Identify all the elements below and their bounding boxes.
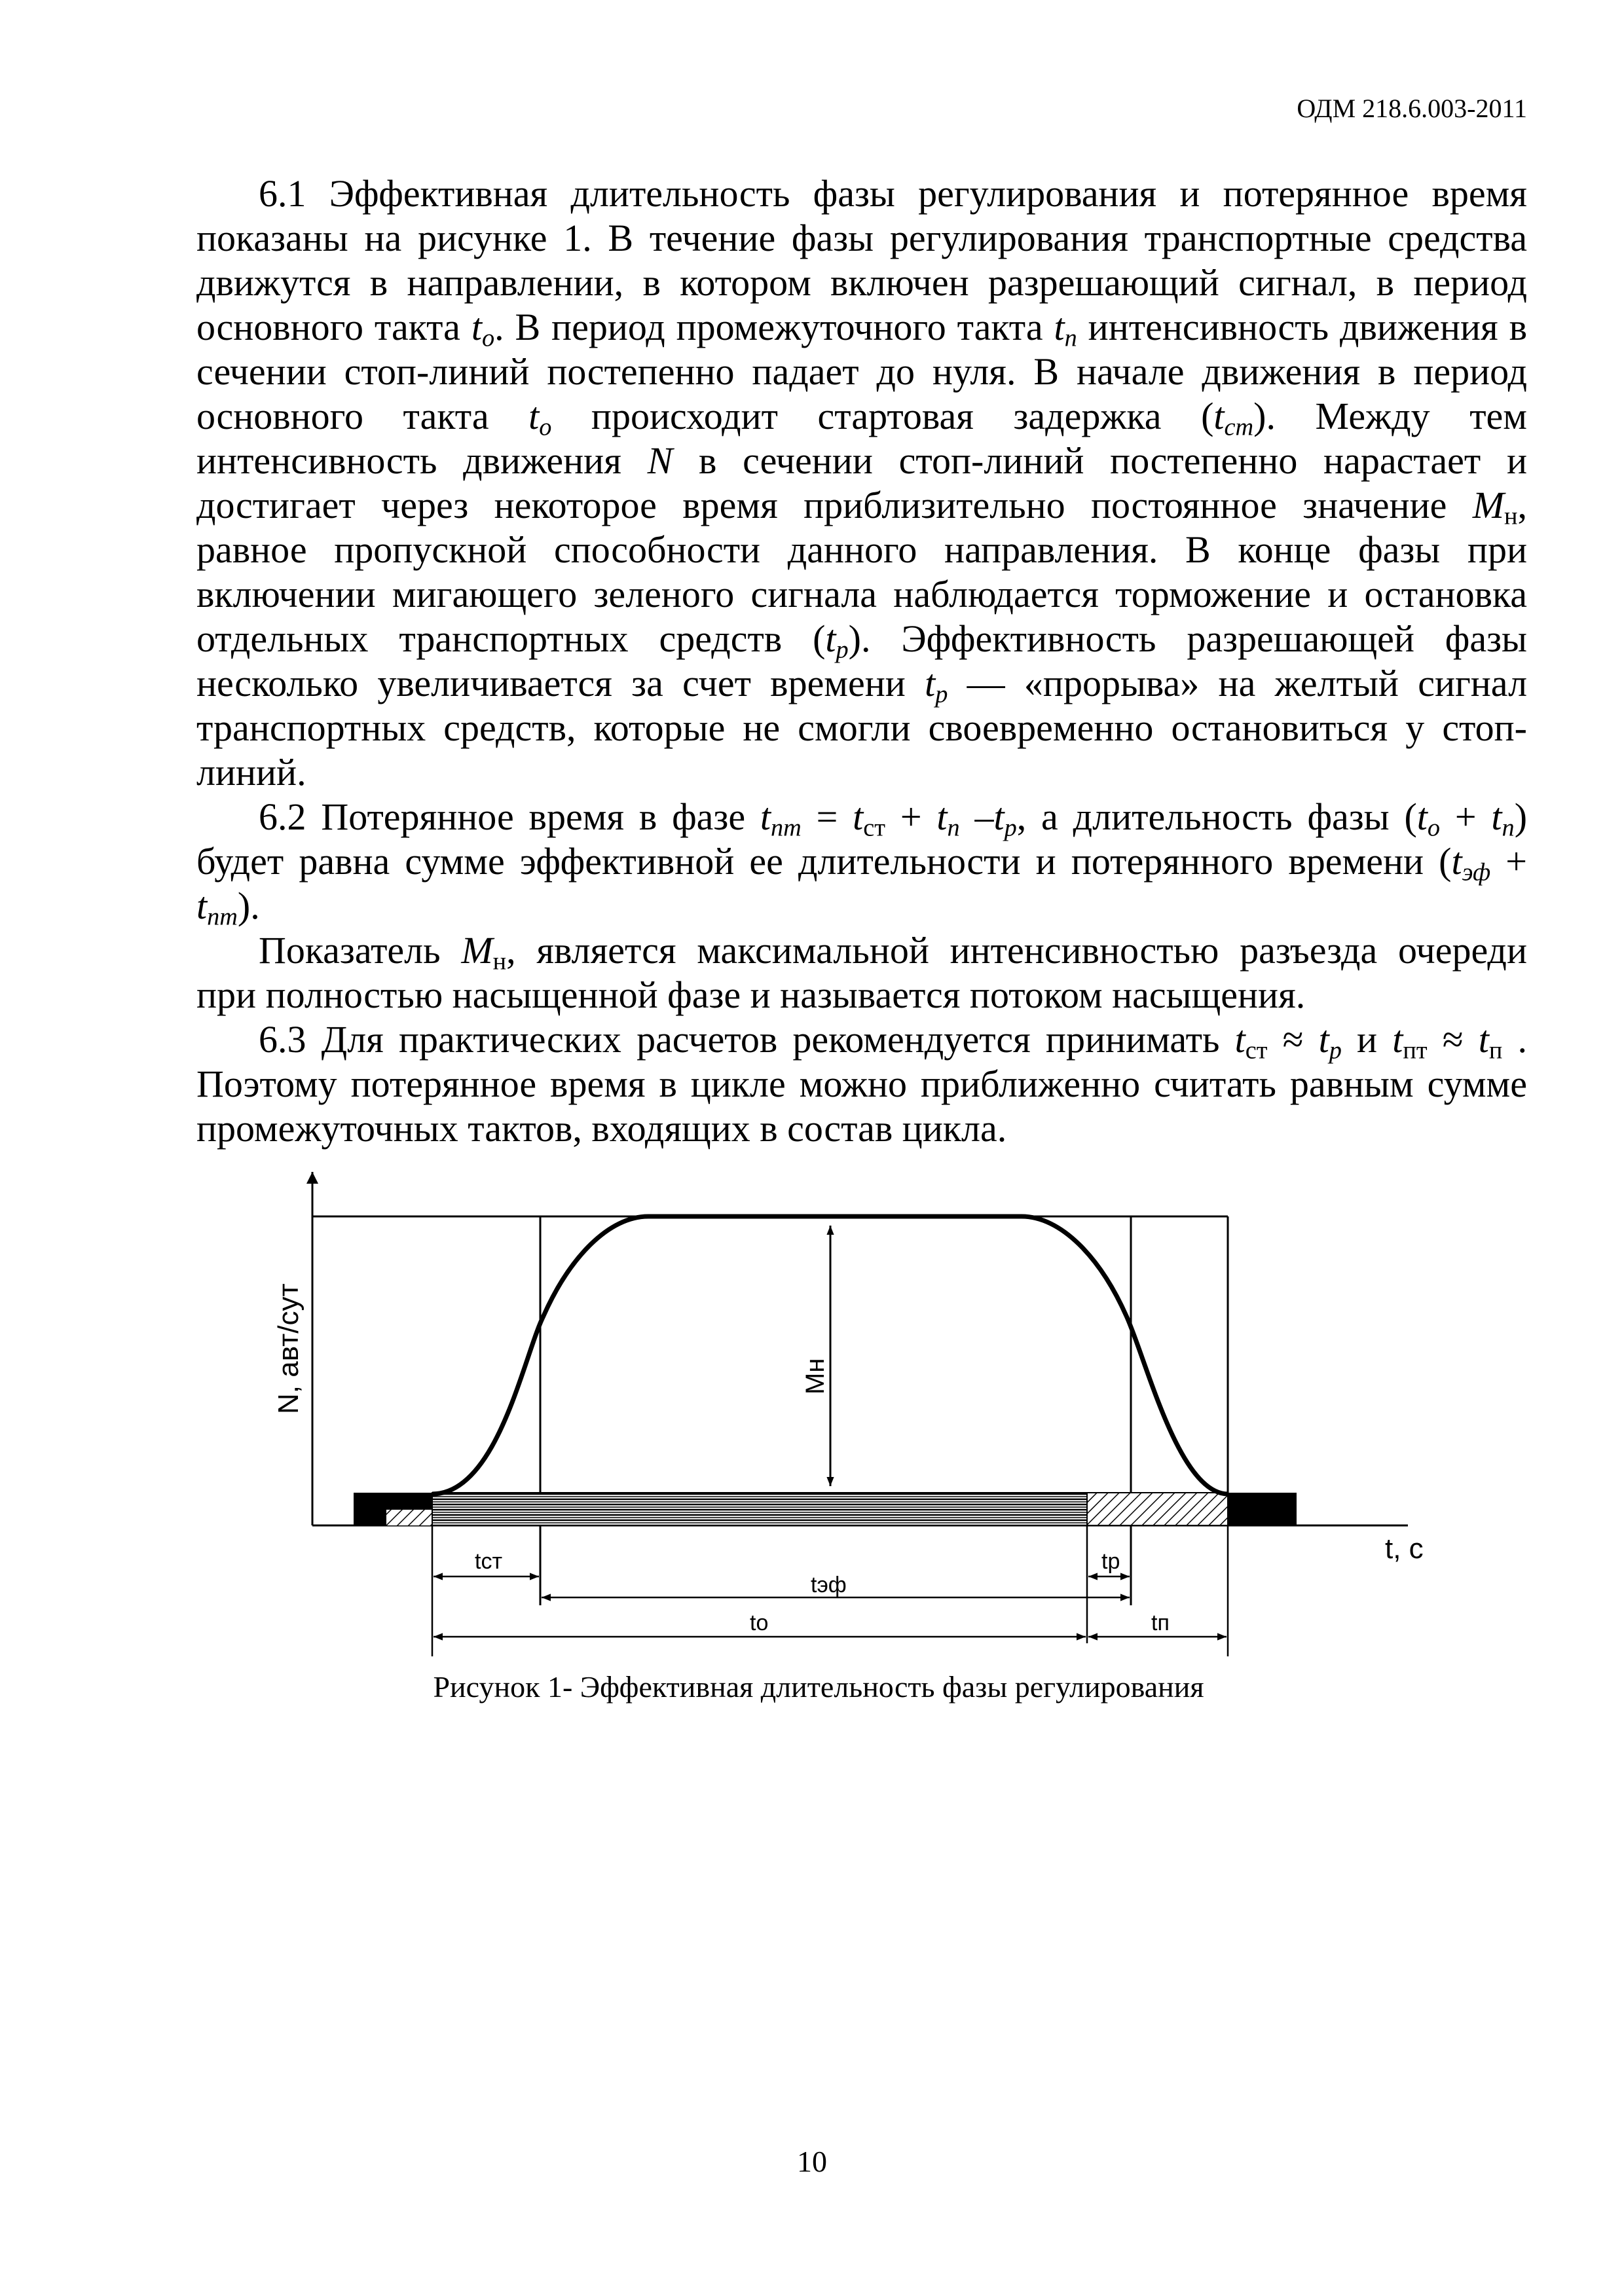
var-sub: н [492, 947, 507, 975]
text: , равное пропускной способности данного направления. В конце фазы при включении мигающего зеленого сигнала наблюдается торможение и остановка отдельных транспортных средств ( [196, 484, 1527, 660]
var: t [1234, 1018, 1246, 1061]
var: t [925, 662, 936, 704]
text: 6.1 Эффективная длительность фазы регулирования и потерянное время показаны на рисунке 1. В течение фазы регулирования транспортные средства движутся в направлении, в котором включен разрешающий сигнал, в период основного такта [196, 172, 1527, 348]
document-code: ОДМ 218.6.003-2011 [1297, 94, 1527, 123]
var-sub: эф [1462, 858, 1491, 886]
var: t [196, 884, 208, 927]
var-sub: п [1064, 324, 1077, 352]
text: происходит стартовая задержка ( [551, 395, 1214, 437]
var-sub: o [539, 413, 552, 441]
bar-horizontal-hatch [432, 1493, 1087, 1525]
var: М [1472, 484, 1505, 526]
text: ). [237, 884, 260, 927]
text: + [1440, 795, 1492, 838]
t-o-label: tо [750, 1611, 769, 1635]
figure-caption: Рисунок 1- Эффективная длительность фазы регулирования [433, 1670, 1204, 1704]
text: . В период промежуточного такта [494, 306, 1054, 348]
t-st-label: tст [475, 1549, 503, 1574]
var-sub: р [1004, 814, 1017, 842]
text: в сечении стоп-линий постепенно нарастает и достигает через некоторое время приблизительно постоянное значение [196, 439, 1527, 526]
paragraph-6-1 [196, 172, 1527, 795]
t-n-label: tп [1151, 1611, 1170, 1635]
var-sub: пт [1403, 1036, 1428, 1065]
bar-black-left [354, 1493, 432, 1525]
text: интенсивность движения в сечении стоп-линий постепенно падает до нуля. В начале движения в период основного такта [196, 306, 1527, 437]
var-sub: п [947, 814, 960, 842]
var: t [1318, 1018, 1329, 1061]
var-sub: п [1488, 1036, 1503, 1065]
text: , является максимальной интенсивностью разъезда очереди при полностью насыщенной фазе и называется потоком насыщения. [196, 929, 1527, 1016]
text: 6.2 Потерянное время в фазе [259, 795, 760, 838]
text: ≈ [1427, 1018, 1479, 1061]
var-sub: cm [1224, 413, 1254, 441]
var: t [528, 395, 540, 437]
paragraph-6-3 [196, 1017, 1527, 1151]
x-axis-label: t, c [1385, 1533, 1424, 1565]
var-sub: н [1504, 502, 1518, 530]
var: t [1491, 795, 1502, 838]
text: . Поэтому потерянное время в цикле можно приближенно считать равным сумме промежуточных тактов, входящих в состав цикла. [196, 1018, 1527, 1150]
text: – [959, 795, 994, 838]
mn-label: Мн [801, 1358, 830, 1394]
var: t [853, 795, 864, 838]
text: ). Эффективность разрешающей фазы несколько увеличивается за счет времени [196, 617, 1527, 704]
text: Показатель [259, 929, 462, 972]
var: t [760, 795, 771, 838]
text: ) будет равна сумме эффективной ее длительности и потерянного времени ( [196, 795, 1528, 883]
var: t [825, 617, 836, 660]
text: , а длительность фазы ( [1016, 795, 1417, 838]
text: + [885, 795, 937, 838]
bar-diagonal-hatch [1087, 1493, 1228, 1525]
body-text [196, 172, 1527, 1151]
var: t [1478, 1018, 1489, 1061]
var-sub: р [836, 636, 849, 664]
var: t [993, 795, 1005, 838]
flow-curve [432, 1216, 1228, 1494]
var-sub: р [935, 680, 948, 708]
text: ≈ [1267, 1018, 1319, 1061]
var: t [1054, 306, 1065, 348]
var: t [1392, 1018, 1403, 1061]
paragraph-6-2 [196, 795, 1528, 931]
text: = [801, 795, 853, 838]
text: — «прорыва» на желтый сигнал транспортных средств, которые не смогли своевременно остановиться у стоп-линий. [196, 662, 1528, 793]
var-sub: пт [207, 903, 238, 931]
paragraph-saturation [196, 928, 1527, 1017]
var-sub: р [1329, 1036, 1342, 1065]
text: 6.3 Для практических расчетов рекомендуется принимать [259, 1018, 1235, 1061]
text: ). Между тем интенсивность движения [196, 395, 1527, 482]
y-axis-label: N, авт/сут [272, 1283, 304, 1414]
var-sub: ст [1245, 1036, 1268, 1065]
var-sub: пт [771, 814, 802, 842]
var-sub: ст [863, 814, 886, 842]
var: t [936, 795, 948, 838]
var: t [1213, 395, 1225, 437]
var: t [1451, 840, 1462, 883]
var: N [647, 439, 673, 482]
var-sub: п [1502, 814, 1515, 842]
text: и [1341, 1018, 1393, 1061]
var: t [1416, 795, 1428, 838]
t-p-label: tр [1101, 1549, 1120, 1574]
t-ef-label: tэф [811, 1573, 847, 1597]
var-sub: o [481, 324, 495, 352]
bar-hatch-start [386, 1510, 432, 1525]
text: + [1490, 840, 1527, 883]
bar-black-right [1228, 1493, 1297, 1525]
page-number: 10 [797, 2145, 827, 2178]
var-sub: о [1427, 814, 1441, 842]
var: М [461, 929, 493, 972]
var: t [471, 306, 482, 348]
